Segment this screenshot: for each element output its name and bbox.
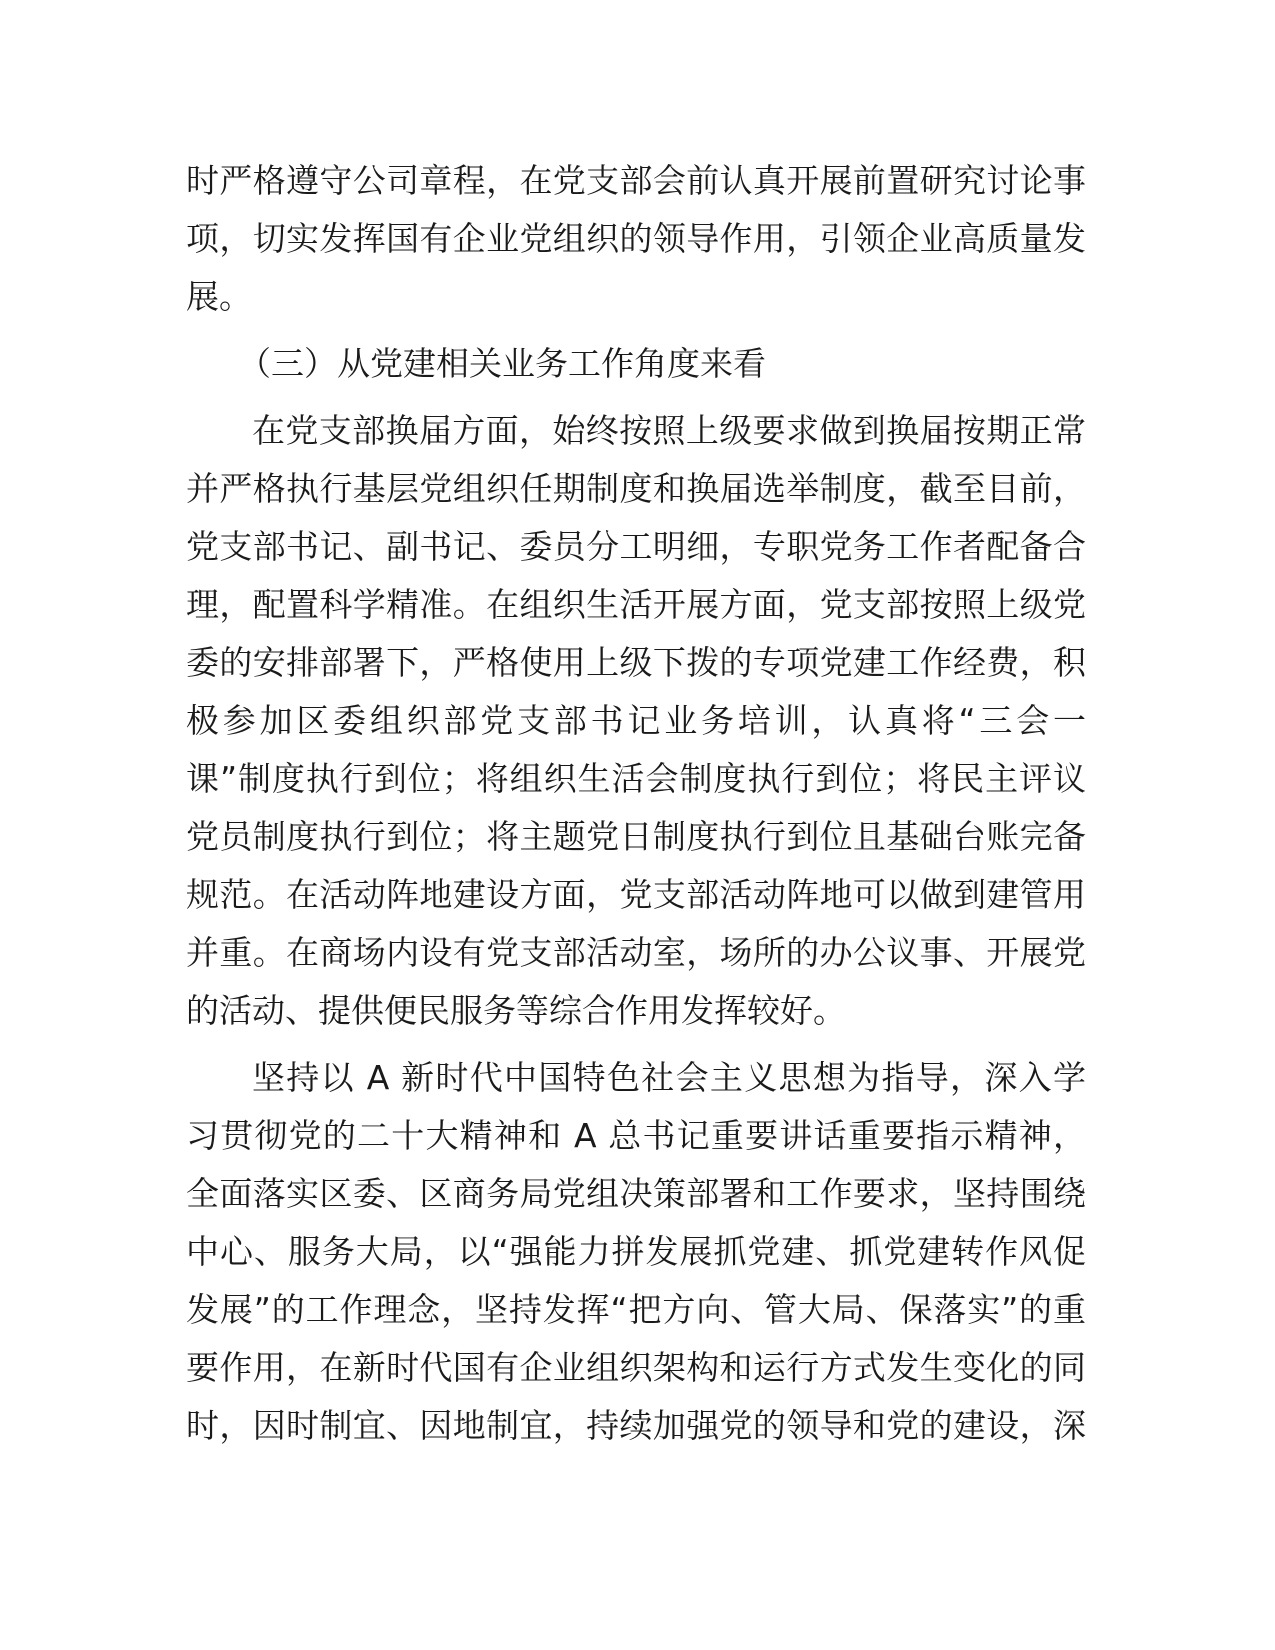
paragraph-guiding-thought [186, 1049, 1086, 1455]
text-line: 课”制度执行到位；将组织生活会制度执行到位；将民主评议 [186, 759, 1086, 798]
text-line: 的活动、提供便民服务等综合作用发挥较好。 [186, 991, 846, 1030]
text-line: 展。 [186, 277, 252, 316]
section-heading [186, 335, 1086, 393]
text-line: 理，配置科学精准。在组织生活开展方面，党支部按照上级党 [186, 585, 1086, 624]
text-line: 时严格遵守公司章程，在党支部会前认真开展前置研究讨论事 [186, 161, 1086, 200]
text-line: 习贯彻党的二十大精神和 A 总书记重要讲话重要指示精神， [186, 1116, 1086, 1155]
text-line: 党员制度执行到位；将主题党日制度执行到位且基础台账完备 [186, 817, 1086, 856]
paragraph-continuation [186, 152, 1086, 326]
section-heading-text: （三）从党建相关业务工作角度来看 [238, 344, 766, 383]
document-body [186, 152, 1086, 1455]
text-line: 并严格执行基层党组织任期制度和换届选举制度，截至目前， [186, 469, 1086, 508]
text-line: 委的安排部署下，严格使用上级下拨的专项党建工作经费，积 [186, 643, 1086, 682]
paragraph-party-branch [186, 402, 1086, 1040]
text-line: 项，切实发挥国有企业党组织的领导作用，引领企业高质量发 [186, 219, 1086, 258]
text-line: 发展”的工作理念，坚持发挥“把方向、管大局、保落实”的重 [186, 1290, 1086, 1329]
text-line: 全面落实区委、区商务局党组决策部署和工作要求，坚持围绕 [186, 1174, 1086, 1213]
text-line: 规范。在活动阵地建设方面，党支部活动阵地可以做到建管用 [186, 875, 1086, 914]
text-line: 极参加区委组织部党支部书记业务培训，认真将“三会一 [186, 701, 1086, 740]
text-line: 中心、服务大局，以“强能力拼发展抓党建、抓党建转作风促 [186, 1232, 1086, 1271]
text-line: 党支部书记、副书记、委员分工明细，专职党务工作者配备合 [186, 527, 1086, 566]
text-line: 时，因时制宜、因地制宜，持续加强党的领导和党的建设，深 [186, 1406, 1086, 1445]
text-line: 坚持以 A 新时代中国特色社会主义思想为指导，深入学 [252, 1058, 1086, 1097]
text-line: 在党支部换届方面，始终按照上级要求做到换届按期正常 [252, 411, 1086, 450]
text-line: 并重。在商场内设有党支部活动室，场所的办公议事、开展党 [186, 933, 1086, 972]
text-line: 要作用，在新时代国有企业组织架构和运行方式发生变化的同 [186, 1348, 1086, 1387]
